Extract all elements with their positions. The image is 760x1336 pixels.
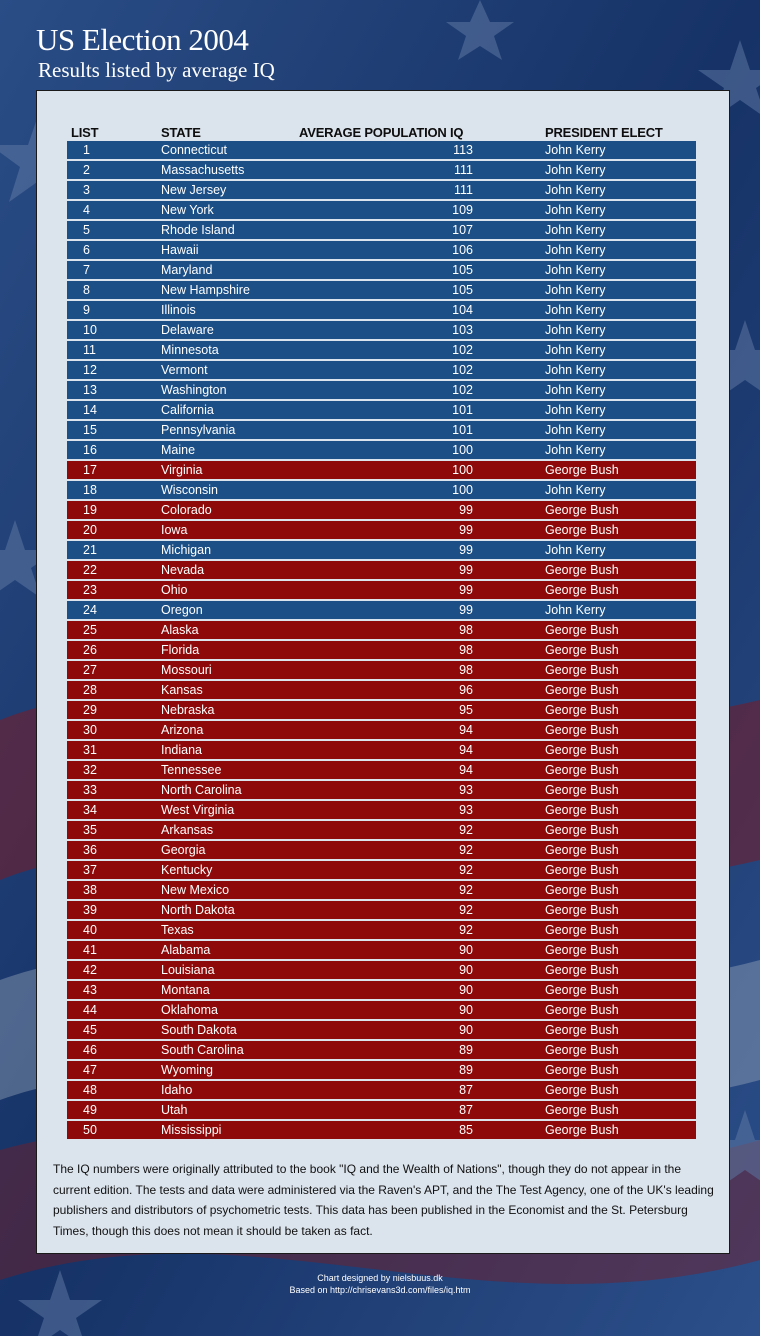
- state-cell: Tennessee: [161, 763, 222, 777]
- iq-cell: 101: [452, 403, 473, 417]
- state-cell: Oklahoma: [161, 1003, 218, 1017]
- president-cell: George Bush: [545, 1083, 619, 1097]
- header-president: PRESIDENT ELECT: [545, 125, 663, 140]
- table-row: [67, 1081, 696, 1099]
- president-cell: John Kerry: [545, 283, 606, 297]
- iq-cell: 92: [459, 903, 473, 917]
- rank-cell: 23: [83, 583, 97, 597]
- table-row: [67, 781, 696, 799]
- state-cell: Kentucky: [161, 863, 213, 877]
- table-row: [67, 421, 696, 439]
- state-cell: Nebraska: [161, 703, 215, 717]
- rank-cell: 18: [83, 483, 97, 497]
- iq-cell: 107: [452, 223, 473, 237]
- rank-cell: 2: [83, 163, 90, 177]
- iq-cell: 94: [459, 763, 473, 777]
- state-cell: Massachusetts: [161, 163, 245, 177]
- state-cell: Montana: [161, 983, 210, 997]
- iq-cell: 96: [459, 683, 473, 697]
- president-cell: George Bush: [545, 1123, 619, 1137]
- iq-cell: 99: [459, 583, 473, 597]
- rank-cell: 11: [83, 343, 96, 357]
- table-row: [67, 301, 696, 319]
- rank-cell: 17: [83, 463, 97, 477]
- rank-cell: 10: [83, 323, 97, 337]
- table-row: [67, 321, 696, 339]
- president-cell: George Bush: [545, 623, 619, 637]
- president-cell: John Kerry: [545, 243, 606, 257]
- state-cell: Hawaii: [161, 243, 199, 257]
- iq-cell: 94: [459, 743, 473, 757]
- president-cell: John Kerry: [545, 203, 606, 217]
- state-cell: West Virginia: [161, 803, 235, 817]
- rank-cell: 50: [83, 1123, 97, 1137]
- iq-cell: 90: [459, 943, 473, 957]
- table-row: [67, 961, 696, 979]
- iq-cell: 105: [452, 283, 473, 297]
- state-cell: Pennsylvania: [161, 423, 236, 437]
- rank-cell: 13: [83, 383, 97, 397]
- state-cell: Washington: [161, 383, 227, 397]
- iq-cell: 90: [459, 983, 473, 997]
- rank-cell: 38: [83, 883, 97, 897]
- president-cell: George Bush: [545, 503, 619, 517]
- state-cell: Connecticut: [161, 143, 228, 157]
- table-row: [67, 721, 696, 739]
- state-cell: South Carolina: [161, 1043, 244, 1057]
- president-cell: John Kerry: [545, 163, 606, 177]
- state-cell: Mossouri: [161, 663, 212, 677]
- rank-cell: 35: [83, 823, 97, 837]
- president-cell: George Bush: [545, 863, 619, 877]
- president-cell: John Kerry: [545, 423, 606, 437]
- president-cell: John Kerry: [545, 403, 606, 417]
- rank-cell: 16: [83, 443, 97, 457]
- president-cell: George Bush: [545, 963, 619, 977]
- rank-cell: 28: [83, 683, 97, 697]
- table-row: [67, 841, 696, 859]
- table-header: [67, 125, 697, 141]
- table-row: [67, 681, 696, 699]
- president-cell: John Kerry: [545, 483, 606, 497]
- state-cell: North Carolina: [161, 783, 242, 797]
- iq-cell: 92: [459, 843, 473, 857]
- rank-cell: 20: [83, 523, 97, 537]
- rank-cell: 44: [83, 1003, 97, 1017]
- state-cell: Illinois: [161, 303, 196, 317]
- table-row: [67, 441, 696, 459]
- president-cell: John Kerry: [545, 443, 606, 457]
- state-cell: Idaho: [161, 1083, 193, 1097]
- table-row: [67, 861, 696, 879]
- table-row: [67, 241, 696, 259]
- iq-cell: 102: [452, 343, 473, 357]
- rank-cell: 40: [83, 923, 97, 937]
- table-row: [67, 661, 696, 679]
- president-cell: George Bush: [545, 1103, 619, 1117]
- iq-cell: 101: [452, 423, 473, 437]
- state-cell: California: [161, 403, 214, 417]
- state-cell: Nevada: [161, 563, 205, 577]
- state-cell: Maine: [161, 443, 196, 457]
- rank-cell: 3: [83, 183, 90, 197]
- rank-cell: 37: [83, 863, 97, 877]
- table-row: [67, 541, 696, 559]
- rank-cell: 24: [83, 603, 97, 617]
- table-row: [67, 221, 696, 239]
- rank-cell: 36: [83, 843, 97, 857]
- president-cell: John Kerry: [545, 363, 606, 377]
- table-row: [67, 601, 696, 619]
- iq-cell: 102: [452, 363, 473, 377]
- state-cell: New Hampshire: [161, 283, 250, 297]
- rank-cell: 7: [83, 263, 90, 277]
- table-row: [67, 141, 696, 159]
- iq-cell: 99: [459, 523, 473, 537]
- president-cell: George Bush: [545, 583, 619, 597]
- rank-cell: 49: [83, 1103, 97, 1117]
- state-cell: New Jersey: [161, 183, 227, 197]
- rank-cell: 8: [83, 283, 90, 297]
- table-row: [67, 621, 696, 639]
- president-cell: George Bush: [545, 843, 619, 857]
- president-cell: George Bush: [545, 743, 619, 757]
- table-row: [67, 1061, 696, 1079]
- president-cell: John Kerry: [545, 183, 606, 197]
- state-cell: Louisiana: [161, 963, 215, 977]
- president-cell: John Kerry: [545, 143, 606, 157]
- president-cell: George Bush: [545, 683, 619, 697]
- president-cell: George Bush: [545, 1043, 619, 1057]
- iq-cell: 90: [459, 1023, 473, 1037]
- rank-cell: 47: [83, 1063, 97, 1077]
- iq-cell: 98: [459, 643, 473, 657]
- president-cell: John Kerry: [545, 603, 606, 617]
- rank-cell: 46: [83, 1043, 97, 1057]
- state-cell: Iowa: [161, 523, 188, 537]
- rank-cell: 45: [83, 1023, 97, 1037]
- state-cell: Mississippi: [161, 1123, 222, 1137]
- table-row: [67, 741, 696, 759]
- results-panel: [36, 90, 730, 1254]
- iq-cell: 93: [459, 803, 473, 817]
- state-cell: Minnesota: [161, 343, 219, 357]
- table-row: [67, 261, 696, 279]
- state-cell: Michigan: [161, 543, 212, 557]
- state-cell: Wyoming: [161, 1063, 213, 1077]
- iq-cell: 99: [459, 503, 473, 517]
- iq-cell: 94: [459, 723, 473, 737]
- iq-cell: 90: [459, 963, 473, 977]
- table-row: [67, 641, 696, 659]
- table-row: [67, 501, 696, 519]
- state-cell: Georgia: [161, 843, 206, 857]
- state-cell: Maryland: [161, 263, 213, 277]
- iq-cell: 99: [459, 563, 473, 577]
- table-row: [67, 1021, 696, 1039]
- president-cell: George Bush: [545, 903, 619, 917]
- iq-cell: 113: [453, 143, 473, 157]
- president-cell: John Kerry: [545, 303, 606, 317]
- table-row: [67, 381, 696, 399]
- table-row: [67, 581, 696, 599]
- table-row: [67, 1121, 696, 1139]
- iq-cell: 90: [459, 1003, 473, 1017]
- table-row: [67, 161, 696, 179]
- iq-cell: 106: [452, 243, 473, 257]
- iq-cell: 98: [459, 663, 473, 677]
- rank-cell: 1: [83, 143, 90, 157]
- iq-cell: 111: [453, 163, 473, 177]
- header-state: STATE: [161, 125, 201, 140]
- state-cell: Kansas: [161, 683, 203, 697]
- state-cell: New Mexico: [161, 883, 230, 897]
- footnote-text: The IQ numbers were originally attributed to the book "IQ and the Wealth of Nations", though they do not appear in the current edition. The tests and data were administered via the Raven's APT, and the The Test Agency, one of the UK's leading publishers and distributors of psychometric tests. This data has been published in the Economist and the St. Petersburg Times, though this does not mean it should be taken as fact.: [53, 1162, 714, 1238]
- table-row: [67, 701, 696, 719]
- table-row: [67, 1001, 696, 1019]
- president-cell: John Kerry: [545, 343, 606, 357]
- iq-cell: 104: [452, 303, 473, 317]
- president-cell: George Bush: [545, 803, 619, 817]
- state-cell: Alaska: [161, 623, 199, 637]
- page-title: US Election 2004: [36, 22, 249, 57]
- iq-cell: 99: [459, 603, 473, 617]
- state-cell: North Dakota: [161, 903, 235, 917]
- president-cell: George Bush: [545, 703, 619, 717]
- iq-cell: 102: [452, 383, 473, 397]
- rank-cell: 34: [83, 803, 97, 817]
- credits: [0, 1272, 760, 1296]
- table-row: [67, 521, 696, 539]
- iq-cell: 99: [459, 543, 473, 557]
- rank-cell: 14: [83, 403, 97, 417]
- table-row: [67, 461, 696, 479]
- state-cell: Colorado: [161, 503, 212, 517]
- president-cell: John Kerry: [545, 323, 606, 337]
- rank-cell: 43: [83, 983, 97, 997]
- iq-cell: 95: [459, 703, 473, 717]
- president-cell: John Kerry: [545, 223, 606, 237]
- table-row: [67, 821, 696, 839]
- table-row: [67, 561, 696, 579]
- rank-cell: 30: [83, 723, 97, 737]
- table-row: [67, 761, 696, 779]
- table-row: [67, 281, 696, 299]
- table-row: [67, 981, 696, 999]
- iq-cell: 103: [452, 323, 473, 337]
- header-iq: AVERAGE POPULATION IQ: [299, 125, 464, 140]
- president-cell: George Bush: [545, 1003, 619, 1017]
- state-cell: Arizona: [161, 723, 204, 737]
- rank-cell: 12: [83, 363, 97, 377]
- state-cell: Ohio: [161, 583, 188, 597]
- iq-cell: 111: [453, 183, 473, 197]
- state-cell: Indiana: [161, 743, 203, 757]
- rank-cell: 31: [83, 743, 97, 757]
- table-row: [67, 361, 696, 379]
- iq-cell: 87: [459, 1083, 473, 1097]
- state-cell: Delaware: [161, 323, 214, 337]
- state-cell: New York: [161, 203, 214, 217]
- president-cell: John Kerry: [545, 543, 606, 557]
- president-cell: George Bush: [545, 883, 619, 897]
- table-row: [67, 401, 696, 419]
- iq-cell: 92: [459, 923, 473, 937]
- iq-cell: 100: [452, 443, 473, 457]
- credit-source: Based on http://chrisevans3d.com/files/iq.htm: [289, 1285, 471, 1295]
- state-cell: Arkansas: [161, 823, 214, 837]
- president-cell: George Bush: [545, 643, 619, 657]
- state-cell: Vermont: [161, 363, 208, 377]
- credit-designer: Chart designed by nielsbuus.dk: [317, 1273, 443, 1283]
- rank-cell: 39: [83, 903, 97, 917]
- rank-cell: 9: [83, 303, 90, 317]
- rank-cell: 29: [83, 703, 97, 717]
- table-row: [67, 941, 696, 959]
- president-cell: George Bush: [545, 823, 619, 837]
- president-cell: George Bush: [545, 943, 619, 957]
- president-cell: George Bush: [545, 763, 619, 777]
- president-cell: George Bush: [545, 783, 619, 797]
- rank-cell: 4: [83, 203, 90, 217]
- table-row: [67, 901, 696, 919]
- header-list: LIST: [71, 125, 99, 140]
- state-cell: Oregon: [161, 603, 203, 617]
- iq-cell: 85: [459, 1123, 473, 1137]
- rank-cell: 33: [83, 783, 97, 797]
- page-subtitle: Results listed by average IQ: [38, 58, 275, 82]
- rank-cell: 27: [83, 663, 97, 677]
- rank-cell: 42: [83, 963, 97, 977]
- state-cell: Alabama: [161, 943, 211, 957]
- rank-cell: 26: [83, 643, 97, 657]
- rank-cell: 32: [83, 763, 97, 777]
- table-row: [67, 881, 696, 899]
- president-cell: George Bush: [545, 663, 619, 677]
- president-cell: George Bush: [545, 1023, 619, 1037]
- rank-cell: 48: [83, 1083, 97, 1097]
- iq-cell: 92: [459, 883, 473, 897]
- iq-cell: 92: [459, 823, 473, 837]
- iq-cell: 89: [459, 1063, 473, 1077]
- iq-cell: 89: [459, 1043, 473, 1057]
- table-row: [67, 181, 696, 199]
- president-cell: George Bush: [545, 463, 619, 477]
- state-cell: Texas: [161, 923, 194, 937]
- table-row: [67, 801, 696, 819]
- rank-cell: 22: [83, 563, 97, 577]
- iq-cell: 100: [452, 463, 473, 477]
- rank-cell: 5: [83, 223, 90, 237]
- rank-cell: 15: [83, 423, 97, 437]
- president-cell: George Bush: [545, 723, 619, 737]
- iq-cell: 92: [459, 863, 473, 877]
- iq-cell: 87: [459, 1103, 473, 1117]
- president-cell: John Kerry: [545, 383, 606, 397]
- state-cell: Rhode Island: [161, 223, 235, 237]
- table-row: [67, 1101, 696, 1119]
- table-row: [67, 481, 696, 499]
- state-cell: Utah: [161, 1103, 188, 1117]
- iq-cell: 105: [452, 263, 473, 277]
- iq-cell: 100: [452, 483, 473, 497]
- president-cell: George Bush: [545, 523, 619, 537]
- president-cell: George Bush: [545, 1063, 619, 1077]
- president-cell: John Kerry: [545, 263, 606, 277]
- rank-cell: 25: [83, 623, 97, 637]
- iq-cell: 109: [452, 203, 473, 217]
- state-cell: Wisconsin: [161, 483, 218, 497]
- president-cell: George Bush: [545, 563, 619, 577]
- rank-cell: 21: [83, 543, 97, 557]
- iq-cell: 98: [459, 623, 473, 637]
- president-cell: George Bush: [545, 983, 619, 997]
- table-row: [67, 1041, 696, 1059]
- state-cell: South Dakota: [161, 1023, 237, 1037]
- iq-cell: 93: [459, 783, 473, 797]
- table-row: [67, 921, 696, 939]
- president-cell: George Bush: [545, 923, 619, 937]
- table-row: [67, 201, 696, 219]
- table-row: [67, 341, 696, 359]
- rank-cell: 19: [83, 503, 97, 517]
- rank-cell: 6: [83, 243, 90, 257]
- state-cell: Florida: [161, 643, 200, 657]
- results-table: [67, 141, 696, 1141]
- state-cell: Virginia: [161, 463, 203, 477]
- rank-cell: 41: [83, 943, 97, 957]
